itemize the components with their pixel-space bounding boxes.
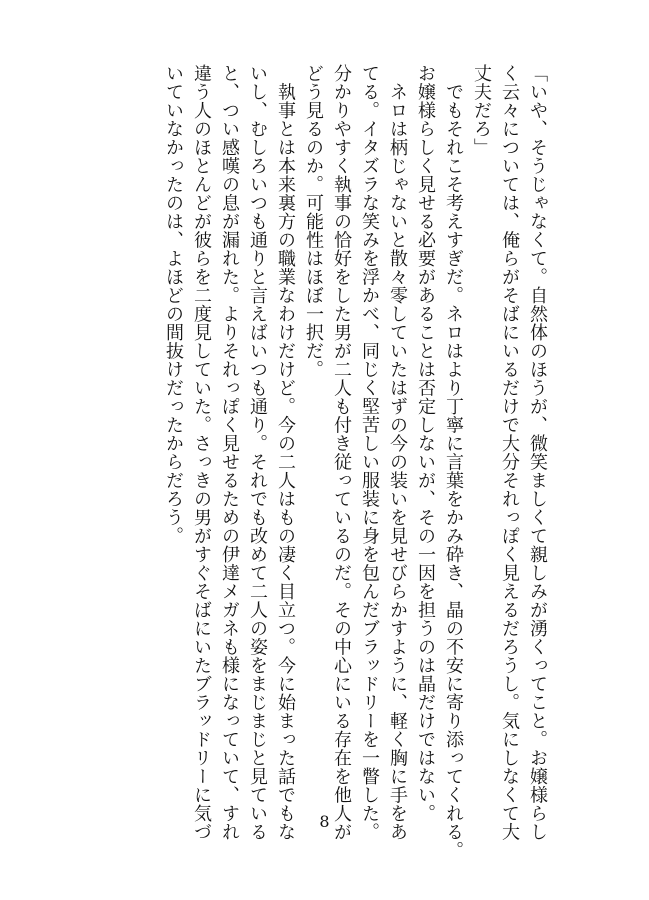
page-number: 8 (319, 812, 330, 831)
text-line: く云々については、俺らがそばにいるだけで大分それっぽく見えるだろうし。気にしなくて大 (499, 64, 520, 841)
text-line: 分かりやすく執事の恰好をした男が二人も付き従っているのだ。その中心にいる存在を他人が (331, 64, 352, 841)
text-line: と、つい感嘆の息が漏れた。よりそれっぽく見せるための伊達メガネも様になっていて、すれ (219, 64, 240, 841)
text-line: ネロは柄じゃないと散々零していたはずの今の装いを見せびらかすように、軽く胸に手をあ (387, 64, 408, 841)
text-line: 執事とは本来裏方の職業なわけだけど。今の二人はもの凄く目立つ。今に始まった話でもな (275, 64, 296, 841)
text-line: お嬢様らしく見せる必要があることは否定しないが、その一因を担うのは晶だけではない。 (415, 64, 436, 823)
text-line: てる。イタズラな笑みを浮かべ、同じく堅苦しい服装に身を包んだブラッドリーを一瞥した。 (359, 64, 380, 841)
text-line: でもそれこそ考えすぎだ。ネロはより丁寧に言葉をかみ砕き、晶の不安に寄り添ってくれる。 (443, 64, 464, 860)
vertical-text-body (81, 64, 551, 860)
text-line: いし、むしろいつも通りと言えばいつも通り。それでも改めて二人の姿をまじまじと見ている (247, 64, 268, 841)
text-line: 「いや、そうじゃなくて。自然体のほうが、微笑ましくて親しみが湧くってこと。お嬢様らし (527, 64, 548, 841)
text-line: 違う人のほとんどが彼らを二度見していた。さっきの男がすぐそばにいたブラッドリーに気づ (191, 64, 212, 841)
text-line: いていなかったのは、よほどの間抜けだったからだろう。 (163, 64, 184, 545)
text-line: 丈夫だろ」 (471, 64, 492, 157)
text-line: どう見るのか。可能性はほぼ一択だ。 (303, 64, 324, 379)
